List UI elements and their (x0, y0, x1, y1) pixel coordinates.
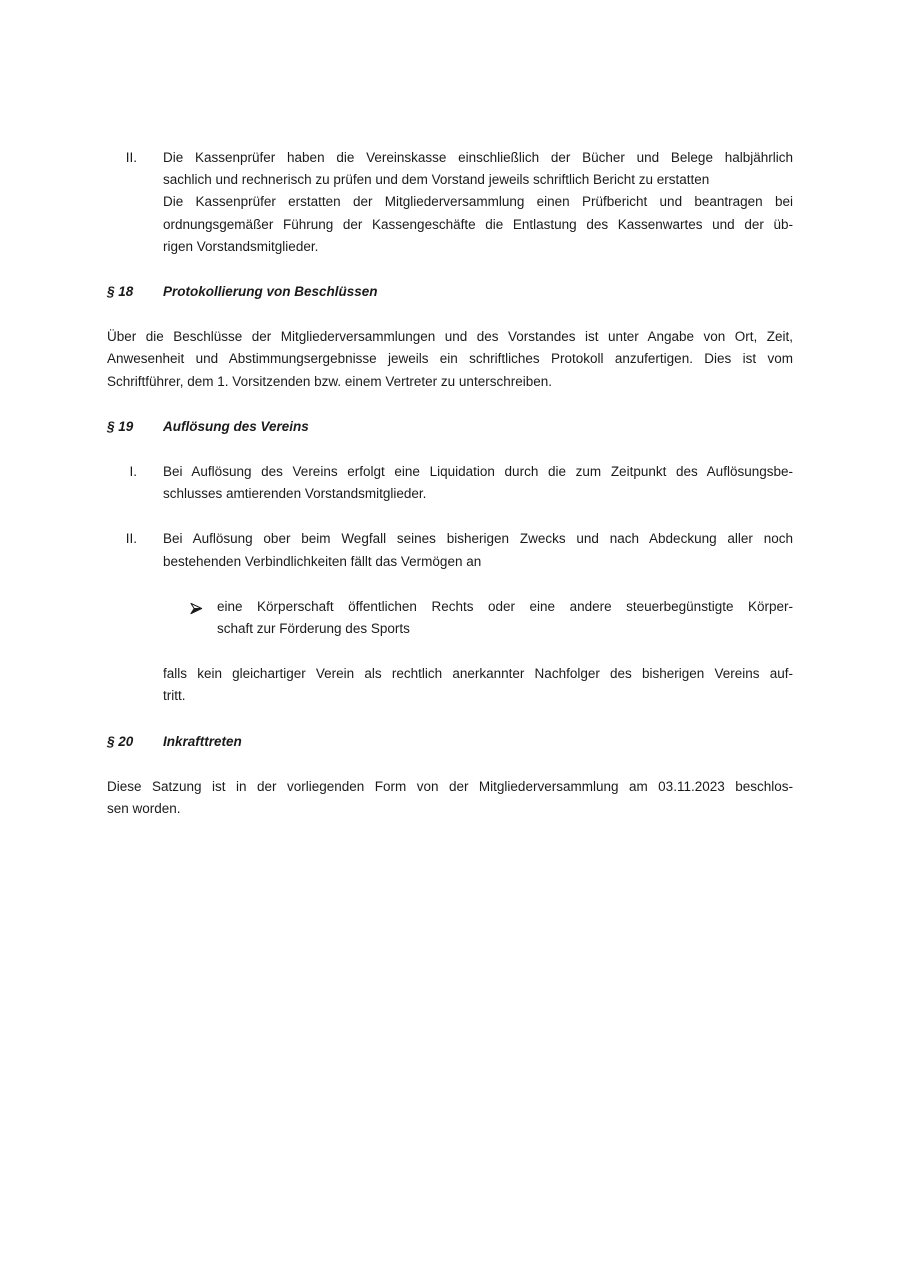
bullet-text (217, 596, 793, 640)
text-line: Bei Auflösung ober beim Wegfall seines bisherigen Zwecks und nach Abdeckung aller noch (163, 531, 793, 547)
text-line: schaft zur Förderung des Sports (217, 621, 410, 637)
list-item-number: I. (129, 464, 137, 480)
text-line: Diese Satzung ist in der vorliegenden Form von der Mitgliederversammlung am 03.11.2023 beschlos- (107, 778, 793, 794)
list-item-aufloesung-1 (107, 461, 793, 505)
text-line: bestehenden Verbindlichkeiten fällt das Vermögen an (163, 553, 482, 569)
paragraph-lines (163, 147, 793, 191)
list-item-aufloesung-2 (107, 528, 793, 572)
paragraph-section-20 (107, 776, 793, 820)
list-item-text (163, 528, 793, 572)
section-number: § 18 (107, 284, 134, 300)
section-title: Protokollierung von Beschlüssen (163, 284, 378, 300)
text-line: sachlich und rechnerisch zu prüfen und dem Vorstand jeweils schriftlich Bericht zu erstatten (163, 172, 710, 188)
text-line: eine Körperschaft öffentlichen Rechts oder eine andere steuerbegünstigte Körper- (217, 598, 793, 614)
text-line: rigen Vorstandsmitglieder. (163, 238, 319, 254)
text-line: schlusses amtierenden Vorstandsmitglieder. (163, 486, 427, 502)
text-line: falls kein gleichartiger Verein als rechtlich anerkannter Nachfolger des bisherigen Vereins auf- (163, 666, 793, 682)
text-line: sen worden. (107, 801, 181, 817)
list-item-text (163, 461, 793, 505)
text-line: Die Kassenprüfer haben die Vereinskasse einschließlich der Bücher und Belege halbjährlich (163, 150, 793, 165)
paragraph-lines (163, 191, 793, 258)
section-heading-20 (107, 731, 793, 753)
paragraph-section-18 (107, 326, 793, 393)
paragraph-closing (107, 663, 793, 707)
section-heading-18 (107, 281, 793, 303)
list-item-number: II. (125, 531, 137, 547)
right-arrowhead-icon (190, 596, 217, 640)
text-line: Über die Beschlüsse der Mitgliederversammlungen und des Vorstandes ist unter Angabe von Ort, Zeit, (107, 329, 793, 345)
list-item-number: II. (125, 150, 137, 165)
bullet-item-koerperschaft (107, 596, 793, 640)
section-title: Inkrafttreten (163, 733, 242, 749)
section-title: Auflösung des Vereins (163, 418, 309, 434)
text-line: Anwesenheit und Abstimmungsergebnisse jeweils ein schriftliches Protokoll anzufertigen. Dies ist vom (107, 351, 793, 367)
text-line: tritt. (163, 688, 186, 704)
section-number: § 19 (107, 418, 134, 434)
text-line: Bei Auflösung des Vereins erfolgt eine Liquidation durch die zum Zeitpunkt des Auflösungsbe- (163, 464, 793, 480)
list-item-kassenpruefer (107, 147, 793, 258)
list-item-text (163, 147, 793, 258)
section-number: § 20 (107, 733, 134, 749)
text-line: Schriftführer, dem 1. Vorsitzenden bzw. einem Vertreter zu unterschreiben. (107, 373, 552, 389)
text-line: ordnungsgemäßer Führung der Kassengeschäfte die Entlastung des Kassenwartes und der üb- (163, 216, 793, 232)
section-heading-19 (107, 416, 793, 438)
text-line: Die Kassenprüfer erstatten der Mitgliederversammlung einen Prüfbericht und beantragen bei (163, 194, 793, 210)
